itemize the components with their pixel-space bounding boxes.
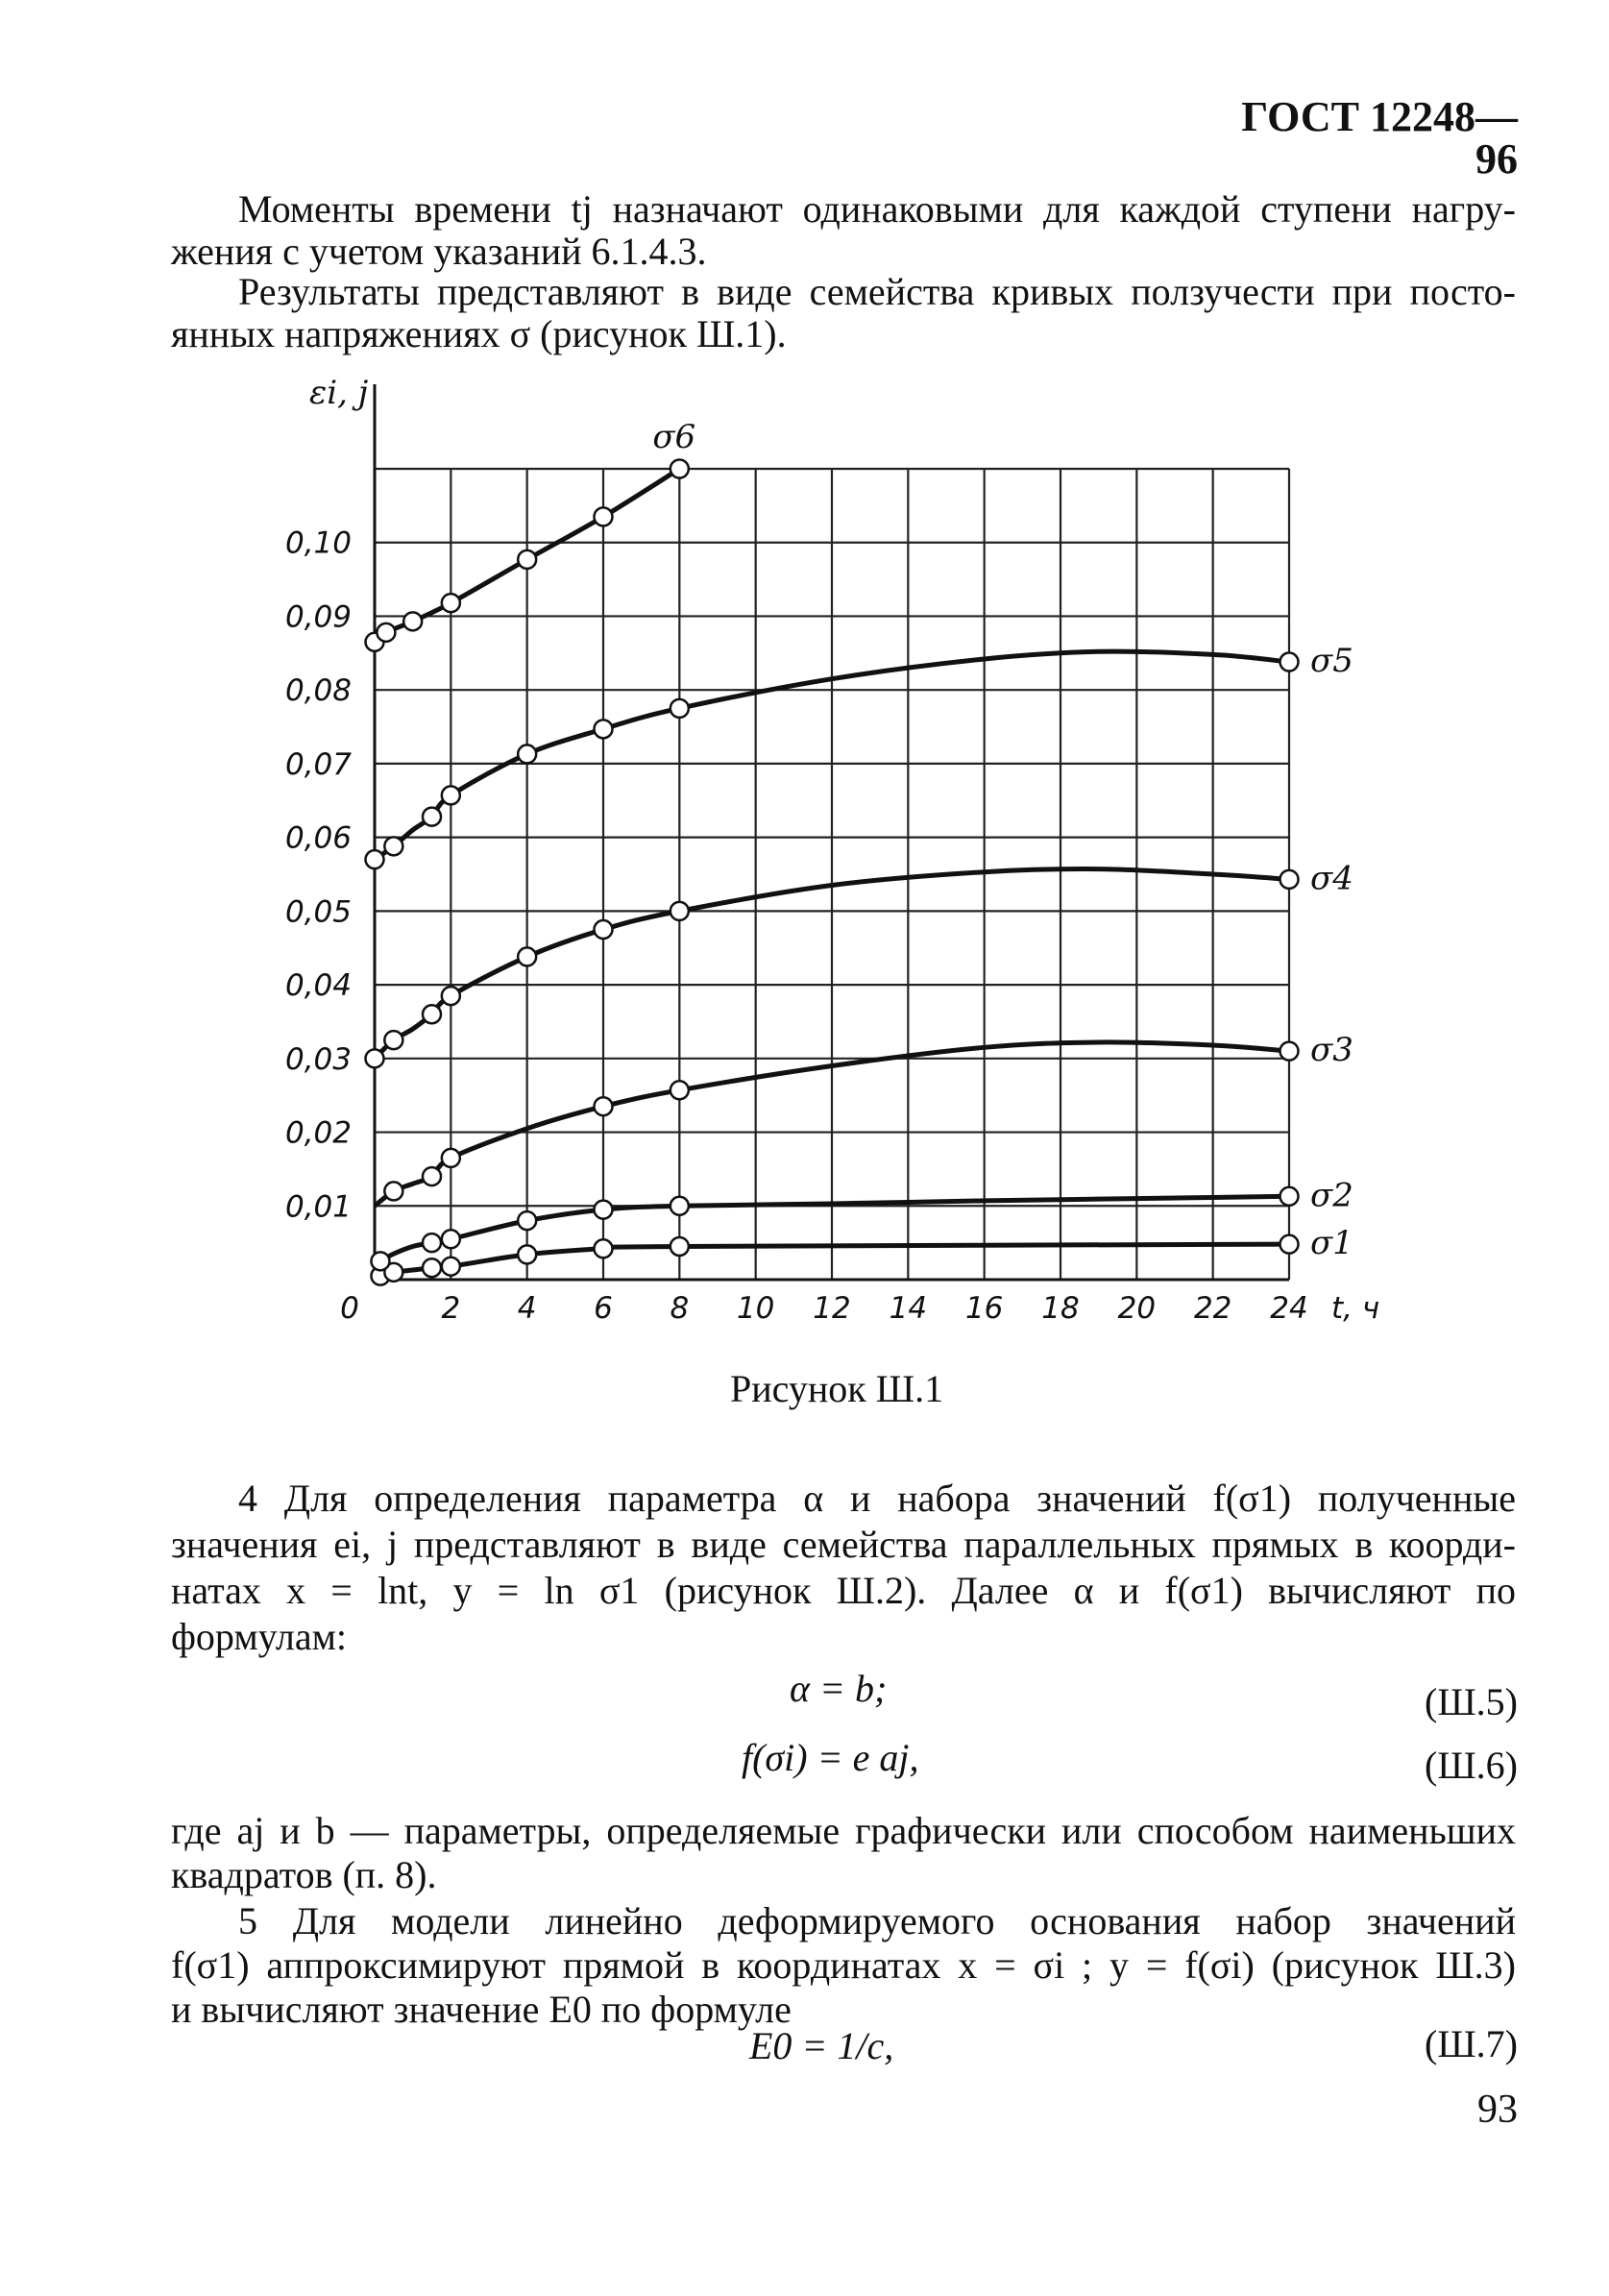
series-point [518, 550, 536, 569]
equation-number-sh7: (Ш.7) [1425, 2022, 1518, 2065]
y-tick-label: 0,03 [284, 1041, 352, 1077]
paragraph-line: натах x = lnt, y = ln σ1 (рисунок Ш.2). Далее α и f(σ1) вычисляют по [171, 1569, 1516, 1612]
page-number: 93 [1477, 2088, 1518, 2132]
y-tick-label: 0,08 [284, 673, 352, 709]
series-point [518, 1245, 536, 1263]
x-tick-label: 22 [1193, 1291, 1232, 1326]
series-point [423, 1258, 441, 1277]
y-tick-label: 0,01 [284, 1189, 352, 1225]
series-point [366, 1049, 384, 1067]
x-axis-label: t, ч [1331, 1291, 1380, 1326]
x-tick-label: 12 [813, 1291, 851, 1326]
series-point [1280, 1042, 1299, 1061]
x-tick-label: 14 [889, 1291, 928, 1326]
paragraph-line: Моменты времени tj назначают одинаковыми для каждой ступени нагру- [238, 187, 1516, 231]
series-point [442, 786, 460, 804]
series-point [595, 1239, 613, 1258]
y-tick-label: 0,04 [284, 968, 352, 1004]
series-point [442, 1258, 460, 1276]
series-point [1280, 1187, 1299, 1206]
equation-number-sh6: (Ш.6) [1425, 1744, 1518, 1787]
series-point [595, 720, 613, 738]
x-tick-label: 18 [1041, 1291, 1080, 1326]
series-point [518, 745, 536, 763]
series-point [423, 808, 441, 826]
paragraph-line: жения с учетом указаний 6.1.4.3. [171, 230, 707, 273]
series-label-1: σ1 [1310, 1224, 1353, 1263]
series-point [595, 920, 613, 939]
series-point [371, 1252, 389, 1270]
equation-number-sh5: (Ш.5) [1425, 1680, 1518, 1723]
series-point [366, 850, 384, 868]
series-label-2: σ2 [1310, 1176, 1353, 1215]
series-point [442, 1230, 460, 1248]
series-label-4: σ4 [1310, 859, 1353, 898]
series-point [670, 1237, 689, 1256]
paragraph-line: 5 Для модели линейно деформируемого основания набор значений [238, 1899, 1516, 1942]
series-label-5: σ5 [1310, 642, 1353, 681]
paragraph-line: где aj и b — параметры, определяемые графически или способом наименьших [171, 1809, 1516, 1852]
figure-caption: Рисунок Ш.1 [730, 1367, 944, 1410]
paragraph-line: янных напряжениях σ (рисунок Ш.1). [171, 312, 787, 355]
series-point [670, 1081, 689, 1099]
series-point [442, 594, 460, 612]
series-point [595, 1097, 613, 1115]
series-point [442, 1149, 460, 1167]
x-tick-label: 0 [340, 1291, 359, 1326]
series-point [518, 1211, 536, 1230]
series-point [670, 460, 689, 478]
series-point [670, 1197, 689, 1215]
series-point [384, 837, 402, 855]
equation-sh7: E0 = 1/c, [749, 2024, 894, 2067]
series-point [384, 1031, 402, 1049]
paragraph-line: квадратов (п. 8). [171, 1853, 437, 1896]
paragraph-line: f(σ1) аппроксимируют прямой в координатах x = σi ; y = f(σi) (рисунок Ш.3) [171, 1943, 1516, 1987]
y-tick-label: 0,10 [284, 525, 352, 561]
y-tick-label: 0,06 [284, 820, 352, 856]
series-point [423, 1005, 441, 1023]
x-tick-label: 16 [964, 1291, 1004, 1326]
x-tick-label: 8 [670, 1291, 690, 1326]
paragraph-line: 4 Для определения параметра α и набора значений f(σ1) полученные [238, 1477, 1516, 1520]
series-point [670, 699, 689, 718]
paragraph-line: формулам: [171, 1615, 348, 1658]
x-tick-label: 2 [441, 1291, 461, 1326]
document-header: ГОСТ 12248—96 [1241, 93, 1518, 183]
series-point [423, 1233, 441, 1252]
equation-sh6: f(σi) = e aj, [742, 1736, 919, 1779]
x-tick-label: 10 [736, 1291, 775, 1326]
series-point [442, 987, 460, 1005]
paragraph-line: Результаты представляют в виде семейства кривых ползучести при посто- [238, 270, 1516, 313]
x-tick-label: 6 [594, 1291, 613, 1326]
y-tick-label: 0,05 [284, 894, 352, 930]
series-point [595, 1201, 613, 1219]
y-axis-label: εi, j [309, 374, 369, 412]
x-tick-label: 4 [517, 1291, 537, 1326]
equation-sh5: α = b; [790, 1667, 888, 1710]
series-label-3: σ3 [1310, 1031, 1353, 1070]
series-point [518, 947, 536, 965]
x-tick-label: 24 [1270, 1291, 1308, 1326]
series-point [423, 1167, 441, 1185]
series-label-6: σ6 [652, 418, 696, 456]
series-point [384, 1182, 402, 1200]
series-point [377, 623, 395, 642]
paragraph-line: и вычисляют значение E0 по формуле [171, 1988, 792, 2031]
y-tick-label: 0,07 [284, 746, 352, 782]
y-tick-label: 0,02 [284, 1115, 352, 1151]
series-point [403, 612, 422, 630]
series-point [670, 902, 689, 920]
x-tick-label: 20 [1117, 1291, 1157, 1326]
series-point [1280, 653, 1299, 672]
series-point [595, 507, 613, 525]
series-point [1280, 1235, 1299, 1254]
chart-grid [375, 469, 1289, 1280]
series-point [1280, 870, 1299, 889]
paragraph-line: значения ei, j представляют в виде семейства параллельных прямых в коорди- [171, 1523, 1516, 1566]
y-tick-label: 0,09 [284, 599, 352, 635]
